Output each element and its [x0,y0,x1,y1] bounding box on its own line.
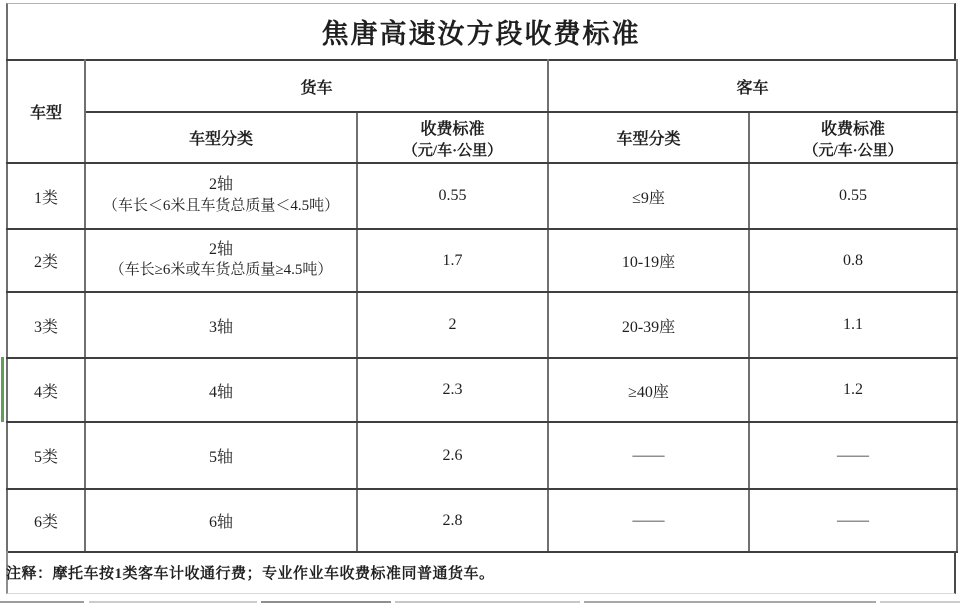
cell-vehicle-type: 1类 [7,163,85,229]
green-edge-marker [1,357,4,422]
cell-truck-fee: 0.55 [357,163,548,229]
cell-truck-class [85,229,357,292]
table-row-class5 [7,422,957,489]
cell-bus-class: —— [548,422,749,489]
truck-class-line2: （车长≥6米或车货总质量≥4.5吨） [109,262,333,279]
header-bus-classification: 车型分类 [548,112,749,163]
cell-truck-class: 4轴 [85,358,357,422]
fee-unit-label: （元/车·公里） [402,142,503,159]
header-truck-fee [357,112,548,163]
cell-bus-fee: —— [749,489,957,552]
cell-vehicle-type: 4类 [7,358,85,422]
cell-truck-fee: 2 [357,292,548,358]
truck-class-line1: 2轴 [208,240,233,258]
footnote-text: 注释：摩托车按1类客车计收通行费；专业作业车收费标准同普通货车。 [6,565,495,582]
next-row-border-fragment [261,601,391,603]
cell-bus-class: —— [548,489,749,552]
cell-truck-fee: 1.7 [357,229,548,292]
cell-vehicle-type: 2类 [7,229,85,292]
cell-bus-fee: 0.55 [749,163,957,229]
fee-standard-label: 收费标准 [420,120,485,138]
cell-bus-class: ≤9座 [548,163,749,229]
table-row-class1 [7,163,957,229]
fee-unit-label: （元/车·公里） [803,142,903,159]
table-row-class3 [7,292,957,358]
cell-truck-class: 5轴 [85,422,357,489]
next-row-border-fragment [584,601,876,603]
cell-truck-fee: 2.3 [357,358,548,422]
next-row-border-fragment [880,601,960,603]
truck-class-line1: 2轴 [208,176,233,194]
header-bus-fee [749,112,957,163]
cell-truck-class: 3轴 [85,292,357,358]
next-row-border-fragment [89,601,257,603]
note-band [6,551,956,594]
cell-truck-fee: 2.8 [357,489,548,552]
header-truck-classification: 车型分类 [85,112,357,163]
cell-truck-class: 6轴 [85,489,357,552]
next-row-border-fragment [0,601,84,603]
header-bus-group: 客车 [548,60,957,112]
cell-vehicle-type: 5类 [7,422,85,489]
cell-vehicle-type: 6类 [7,489,85,552]
cell-bus-fee: 1.1 [749,292,957,358]
cell-bus-class: ≥40座 [548,358,749,422]
cell-bus-fee: —— [749,422,957,489]
table-row-class2 [7,229,957,292]
header-vehicle-type: 车型 [7,60,85,163]
fee-standard-label: 收费标准 [821,120,886,138]
toll-fee-table [6,59,958,553]
table-row-class6 [7,489,957,552]
truck-class-line2: （车长＜6米且车货总质量＜4.5吨） [102,197,340,214]
header-truck-group: 货车 [85,60,548,112]
cell-truck-fee: 2.6 [357,422,548,489]
cell-truck-class [85,163,357,229]
cell-bus-class: 10-19座 [548,229,749,292]
cell-bus-class: 20-39座 [548,292,749,358]
next-row-border-fragment [395,601,580,603]
table-row-class4 [7,358,957,422]
cell-bus-fee: 1.2 [749,358,957,422]
cell-vehicle-type: 3类 [7,292,85,358]
page-title: 焦唐高速汝方段收费标准 [321,19,641,49]
cell-bus-fee: 0.8 [749,229,957,292]
title-band [6,3,956,59]
